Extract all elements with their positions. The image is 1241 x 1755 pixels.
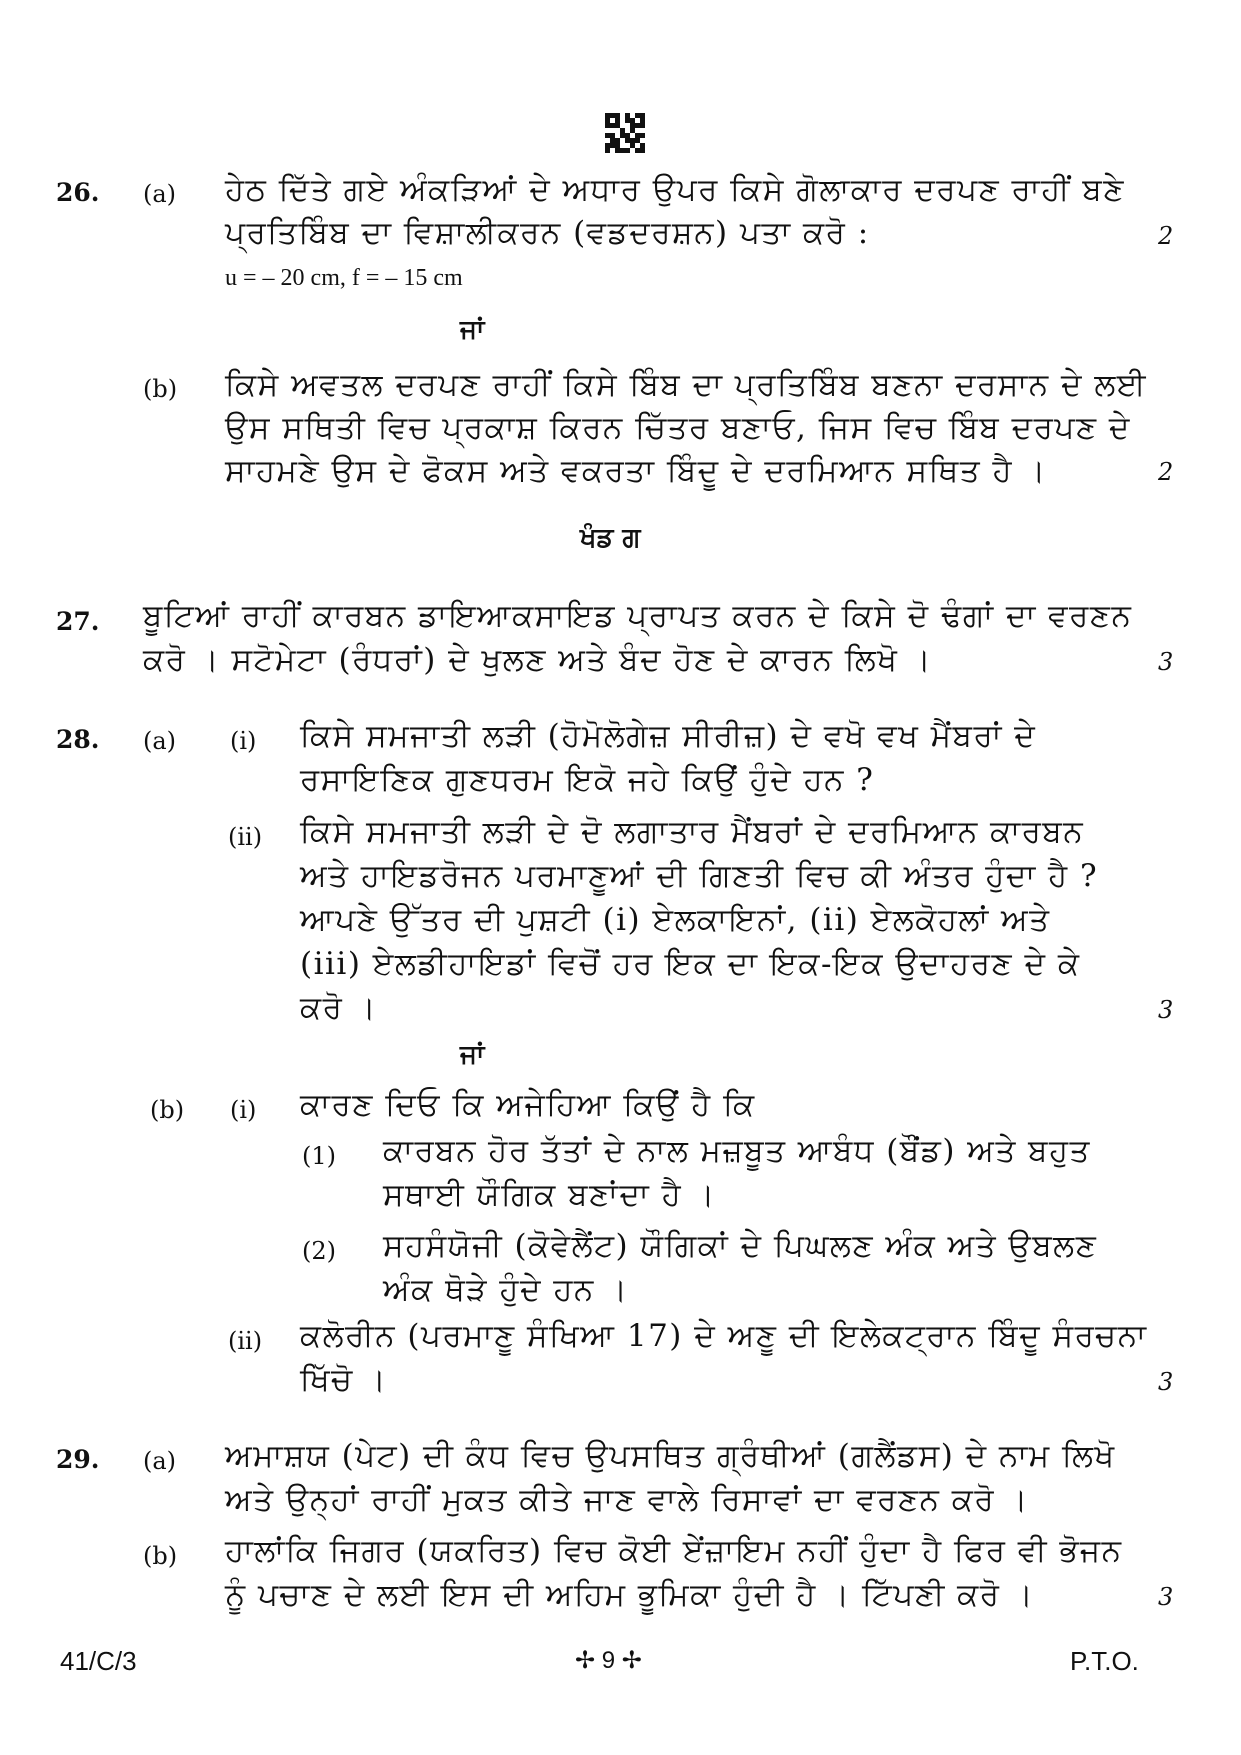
q26-b-marks: 2 (1158, 458, 1174, 486)
q26-b-line2: ਉਸ ਸਥਿਤੀ ਵਿਚ ਪ੍ਰਕਾਸ਼ ਕਿਰਨ ਚਿੱਤਰ ਬਣਾਓ, ਜਿਸ ਵਿਚ ਬਿੰਬ ਦਰਪਣ ਦੇ (225, 410, 1131, 446)
q26-part-a-label: (a) (143, 180, 177, 208)
question-number-29: 29. (56, 1445, 100, 1474)
q28-b-i-2-line2: ਅੰਕ ਥੋੜੇ ਹੁੰਦੇ ਹਨ । (383, 1272, 629, 1308)
qr-module (640, 148, 645, 153)
pto-label: P.T.O. (1070, 1646, 1139, 1676)
q28-a-ii-line3: ਆਪਣੇ ਉੱਤਰ ਦੀ ਪੁਸ਼ਟੀ (i) ਏਲਕਾਇਨਾਂ, (ii) ਏਲਕੋਹਲਾਂ ਅਤੇ (300, 902, 1051, 938)
q26-part-b-label: (b) (143, 375, 178, 403)
q28-a-i-line2: ਰਸਾਇਣਿਕ ਗੁਣਧਰਮ ਇਕੋ ਜਹੇ ਕਿਉਂ ਹੁੰਦੇ ਹਨ ? (300, 762, 875, 798)
q29-b-line1: ਹਾਲਾਂਕਿ ਜਿਗਰ (ਯਕਰਿਤ) ਵਿਚ ਕੋਈ ਏਂਜ਼ਾਇਮ ਨਹੀਂ ਹੁੰਦਾ ਹੈ ਫਿਰ ਵੀ ਭੋਜਨ (225, 1533, 1123, 1569)
q28-a-ii-line5: ਕਰੋ । (300, 990, 378, 1026)
q27-line1: ਬੂਟਿਆਂ ਰਾਹੀਂ ਕਾਰਬਨ ਡਾਇਆਕਸਾਇਡ ਪ੍ਰਾਪਤ ਕਰਨ ਦੇ ਕਿਸੇ ਦੋ ਢੰਗਾਂ ਦਾ ਵਰਣਨ (143, 598, 1133, 634)
q28-b-i-label: (i) (230, 1096, 257, 1124)
paper-code: 41/C/3 (60, 1646, 137, 1676)
q26-a-marks: 2 (1158, 222, 1174, 250)
q28-a-i-line1: ਕਿਸੇ ਸਮਜਾਤੀ ਲੜੀ (ਹੋਮੋਲੋਗੇਜ਼ ਸੀਰੀਜ਼) ਦੇ ਵਖੋ ਵਖ ਮੈਂਬਰਾਂ ਦੇ (300, 718, 1037, 754)
q28-a-ii-line2: ਅਤੇ ਹਾਇਡਰੋਜਨ ਪਰਮਾਣੂਆਂ ਦੀ ਗਿਣਤੀ ਵਿਚ ਕੀ ਅੰਤਰ ਹੁੰਦਾ ਹੈ ? (300, 858, 1099, 894)
q28-b-marks: 3 (1158, 1368, 1174, 1396)
q28-a-ii-label: (ii) (228, 823, 263, 851)
q26-b-line3: ਸਾਹਮਣੇ ਉਸ ਦੇ ਫੋਕਸ ਅਤੇ ਵਕਰਤਾ ਬਿੰਦੂ ਦੇ ਦਰਮਿਆਨ ਸਥਿਤ ਹੈ । (225, 453, 1047, 489)
q28-or: ਜਾਂ (460, 1040, 485, 1070)
question-number-27: 27. (56, 607, 100, 636)
q28-b-ii-line1: ਕਲੋਰੀਨ (ਪਰਮਾਣੂ ਸੰਖਿਆ 17) ਦੇ ਅਣੂ ਦੀ ਇਲੇਕਟ੍ਰਾਨ ਬਿੰਦੂ ਸੰਰਚਨਾ (300, 1318, 1148, 1354)
q28-part-a-label: (a) (143, 727, 177, 755)
q29-b-line2: ਨੂੰ ਪਚਾਣ ਦੇ ਲਈ ਇਸ ਦੀ ਅਹਿਮ ਭੂਮਿਕਾ ਹੁੰਦੀ ਹੈ । ਟਿੱਪਣੀ ਕਰੋ । (225, 1577, 1035, 1613)
q29-marks: 3 (1158, 1583, 1174, 1611)
q28-b-i-2-line1: ਸਹਸੰਯੋਜੀ (ਕੋਵੇਲੈਂਟ) ਯੌਗਿਕਾਂ ਦੇ ਪਿਘਲਣ ਅੰਕ ਅਤੇ ਉਬਲਣ (383, 1228, 1098, 1264)
q28-b-ii-label: (ii) (228, 1327, 263, 1355)
q28-b-i-1-label: (1) (302, 1142, 336, 1170)
q29-a-line2: ਅਤੇ ਉਨ੍ਹਾਂ ਰਾਹੀਂ ਮੁਕਤ ਕੀਤੇ ਜਾਣ ਵਾਲੇ ਰਿਸਾਵਾਂ ਦਾ ਵਰਣਨ ਕਰੋ । (225, 1482, 1029, 1518)
q26-a-line2: ਪ੍ਰਤਿਬਿੰਬ ਦਾ ਵਿਸ਼ਾਲੀਕਰਨ (ਵਡਦਰਸ਼ਨ) ਪਤਾ ਕਰੋ : (225, 215, 870, 251)
qr-code (605, 113, 645, 153)
q26-b-line1: ਕਿਸੇ ਅਵਤਲ ਦਰਪਣ ਰਾਹੀਂ ਕਿਸੇ ਬਿੰਬ ਦਾ ਪ੍ਰਤਿਬਿੰਬ ਬਣਨਾ ਦਰਸਾਨ ਦੇ ਲਈ (225, 367, 1148, 403)
question-number-26: 26. (56, 178, 100, 207)
q26-a-line1: ਹੇਠ ਦਿੱਤੇ ਗਏ ਅੰਕੜਿਆਂ ਦੇ ਅਧਾਰ ਉਪਰ ਕਿਸੇ ਗੋਲਾਕਾਰ ਦਰਪਣ ਰਾਹੀਂ ਬਣੇ (225, 172, 1125, 208)
q26-or: ਜਾਂ (460, 315, 485, 345)
q29-a-line1: ਅਮਾਸ਼ਯ (ਪੇਟ) ਦੀ ਕੰਧ ਵਿਚ ਉਪਸਥਿਤ ਗ੍ਰੰਥੀਆਂ (ਗਲੈਂਡਸ) ਦੇ ਨਾਮ ਲਿਖੋ (225, 1438, 1116, 1474)
q28-b-ii-line2: ਖਿੱਚੋ । (300, 1362, 388, 1398)
q28-part-b-label: (b) (150, 1096, 185, 1124)
q28-a-ii-line1: ਕਿਸੇ ਸਮਜਾਤੀ ਲੜੀ ਦੇ ਦੋ ਲਗਾਤਾਰ ਮੈਂਬਰਾਂ ਦੇ ਦਰਮਿਆਨ ਕਾਰਬਨ (300, 814, 1085, 850)
q28-a-i-label: (i) (230, 727, 257, 755)
q28-b-i-1-line2: ਸਥਾਈ ਯੌਗਿਕ ਬਣਾਂਦਾ ਹੈ । (383, 1177, 716, 1213)
section-heading: ਖੰਡ ਗ (580, 523, 641, 553)
q27-line2: ਕਰੋ । ਸਟੋਮੇਟਾ (ਰੰਧਰਾਂ) ਦੇ ਖੁਲਣ ਅਤੇ ਬੰਦ ਹੋਣ ਦੇ ਕਾਰਨ ਲਿਖੋ । (143, 642, 933, 678)
page-number: ✢ 9 ✢ (575, 1647, 642, 1674)
q27-marks: 3 (1158, 648, 1174, 676)
q29-part-b-label: (b) (143, 1542, 178, 1570)
q26-a-values: u = – 20 cm, f = – 15 cm (225, 265, 463, 291)
q28-a-marks: 3 (1158, 996, 1174, 1024)
q28-b-i-text: ਕਾਰਣ ਦਿਓ ਕਿ ਅਜੇਹਿਆ ਕਿਉਂ ਹੈ ਕਿ (300, 1087, 756, 1123)
q28-b-i-1-line1: ਕਾਰਬਨ ਹੋਰ ਤੱਤਾਂ ਦੇ ਨਾਲ ਮਜ਼ਬੂਤ ਆਬੰਧ (ਬੌਂਡ) ਅਤੇ ਬਹੁਤ (383, 1133, 1091, 1169)
q29-part-a-label: (a) (143, 1447, 177, 1475)
q28-b-i-2-label: (2) (302, 1237, 336, 1265)
q28-a-ii-line4: (iii) ਏਲਡੀਹਾਇਡਾਂ ਵਿਚੋਂ ਹਰ ਇਕ ਦਾ ਇਕ-ਇਕ ਉਦਾਹਰਣ ਦੇ ਕੇ (300, 946, 1081, 982)
question-number-28: 28. (56, 725, 100, 754)
